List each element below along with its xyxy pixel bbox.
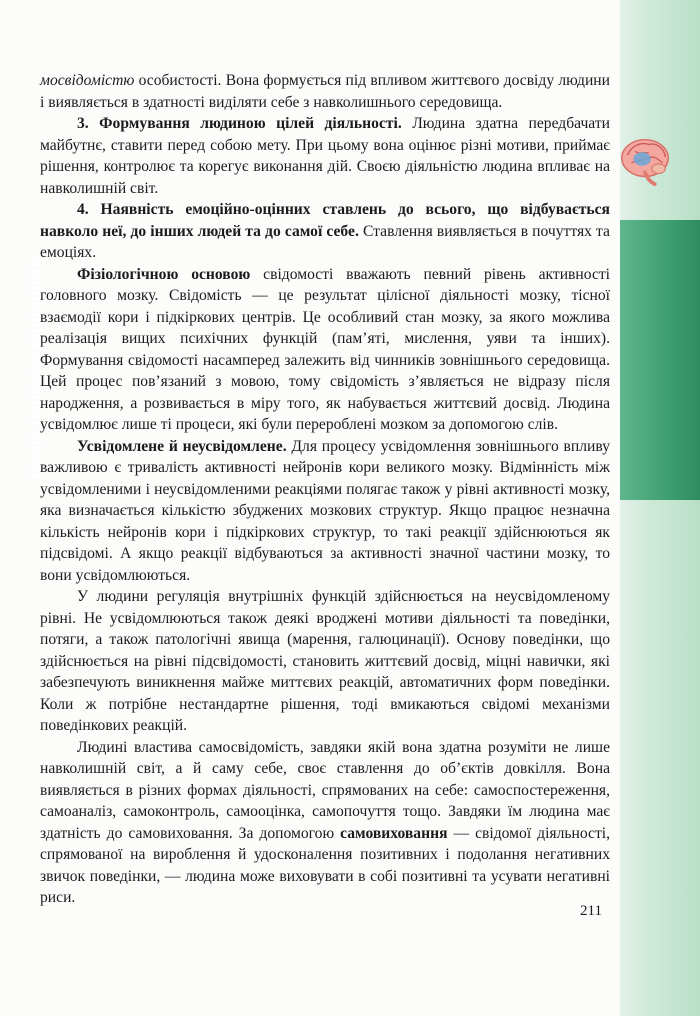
heading-term: Фізіологічною основою bbox=[77, 265, 251, 283]
paragraph-text: Людині властива самосвідомість, завдяки якій вона здатна розуміти не лише навколишній світ, а й саму себе, своє ставлення до об’єктів довкілля. Вона виявляється в різних формах діяльності, спрямованих на себе: самоспостереження, самоаналіз, самоконтроль, самооцінка, самопочуття тощо. Завдяки їм людина має здатність до самовиховання. За допомогою bbox=[40, 738, 610, 842]
paragraph-4 bbox=[40, 264, 610, 436]
paragraph-text: — свідомої діяльності, спрямованої на вироблення й удосконалення позитивних і подолання негативних звичок поведінки, — людина може виховувати в собі позитивні та усувати негативні риси. bbox=[40, 824, 610, 906]
page-number: 211 bbox=[580, 903, 602, 919]
section-tab bbox=[620, 220, 700, 500]
paragraph-text: Людина здатна передбачати майбутнє, ставити перед собою мету. При цьому вона оцінює різні мотиви, приймає рішення, контролює та корегує виконання дій. Своєю діяльністю людина впливає на навколишній світ. bbox=[40, 115, 610, 197]
paragraph-2 bbox=[40, 113, 610, 199]
paragraph-text: свідомості вважають певний рівень активності головного мозку. Свідомість — це результат цілісної діяльності мозку, тісної взаємодії кори і підкіркових центрів. Це особливий стан мозку, за якого можлива реалізація вищих психічних функцій (пам’яті, мислення, уяви та інших). Формування свідомості насамперед залежить від чинників зовнішнього середовища. Цей процес пов’язаний з мовою, тому свідомість з’являється не відразу після народження, а розвивається в міру того, як набувається життєвий досвід. Людина усвідомлює лише ті процеси, які були перероблені мозком за допомогою слів. bbox=[40, 265, 611, 433]
paragraph-1 bbox=[40, 70, 610, 113]
paragraph-6 bbox=[40, 586, 610, 737]
section-title: Вища нервова діяльність bbox=[25, 256, 44, 478]
heading-term: 3. Формування людиною цілей діяльності. bbox=[77, 115, 402, 132]
term: мосвідомістю bbox=[40, 72, 135, 89]
paragraph-text: У людини регуляція внутрішніх функцій здійснюється на неусвідомленому рівні. Не усвідомлюються також деякі вроджені мотиви діяльності та поведінки, потяги, а також патологічні явища (марення, галюцинації). Основу поведінки, що здійснюється на рівні підсвідомості, становить життєвий досвід, міцні навички, які забезпечують виникнення майже миттєвих реакцій, автоматичних форм поведінки. Коли ж потрібне нестандартне рішення, тоді вмикаються свідомі механізми поведінкових реакцій. bbox=[40, 588, 610, 734]
paragraph-3 bbox=[40, 199, 610, 264]
paragraph-7 bbox=[40, 737, 610, 909]
heading-term: 4. Наявність емоційно-оцінних ставлень до всього, що відбувається навколо неї, до інших людей та до самої себе. bbox=[40, 201, 610, 240]
paragraph-5 bbox=[40, 436, 610, 587]
heading-term: Усвідомлене й неусвідомлене. bbox=[77, 437, 287, 455]
paragraph-text: Для процесу усвідомлення зовнішнього впливу важливою є тривалість активності нейронів кори великого мозку. Відмінність між усвідомленими і неусвідомленими реакціями полягає також у рівні активності мозку, яка визначається кількістю збуджених мозкових структур. Якщо працює незначна кількість нейронів кори і підкіркових структур, то такі реакції здійснюються як підсвідомі. А якщо реакції відбуваються за активності значної частини мозку, то вони усвідомлюються. bbox=[40, 437, 611, 584]
paragraph-text: Ставлення виявляється в почуттях та емоціях. bbox=[40, 222, 610, 261]
body-text bbox=[40, 70, 610, 909]
brain-icon bbox=[616, 130, 674, 188]
heading-term: самовиховання bbox=[340, 824, 448, 842]
paragraph-text: особистості. Вона формується під впливом життєвого досвіду людини і виявляється в здатності виділяти себе з навколишнього середовища. bbox=[40, 72, 610, 111]
